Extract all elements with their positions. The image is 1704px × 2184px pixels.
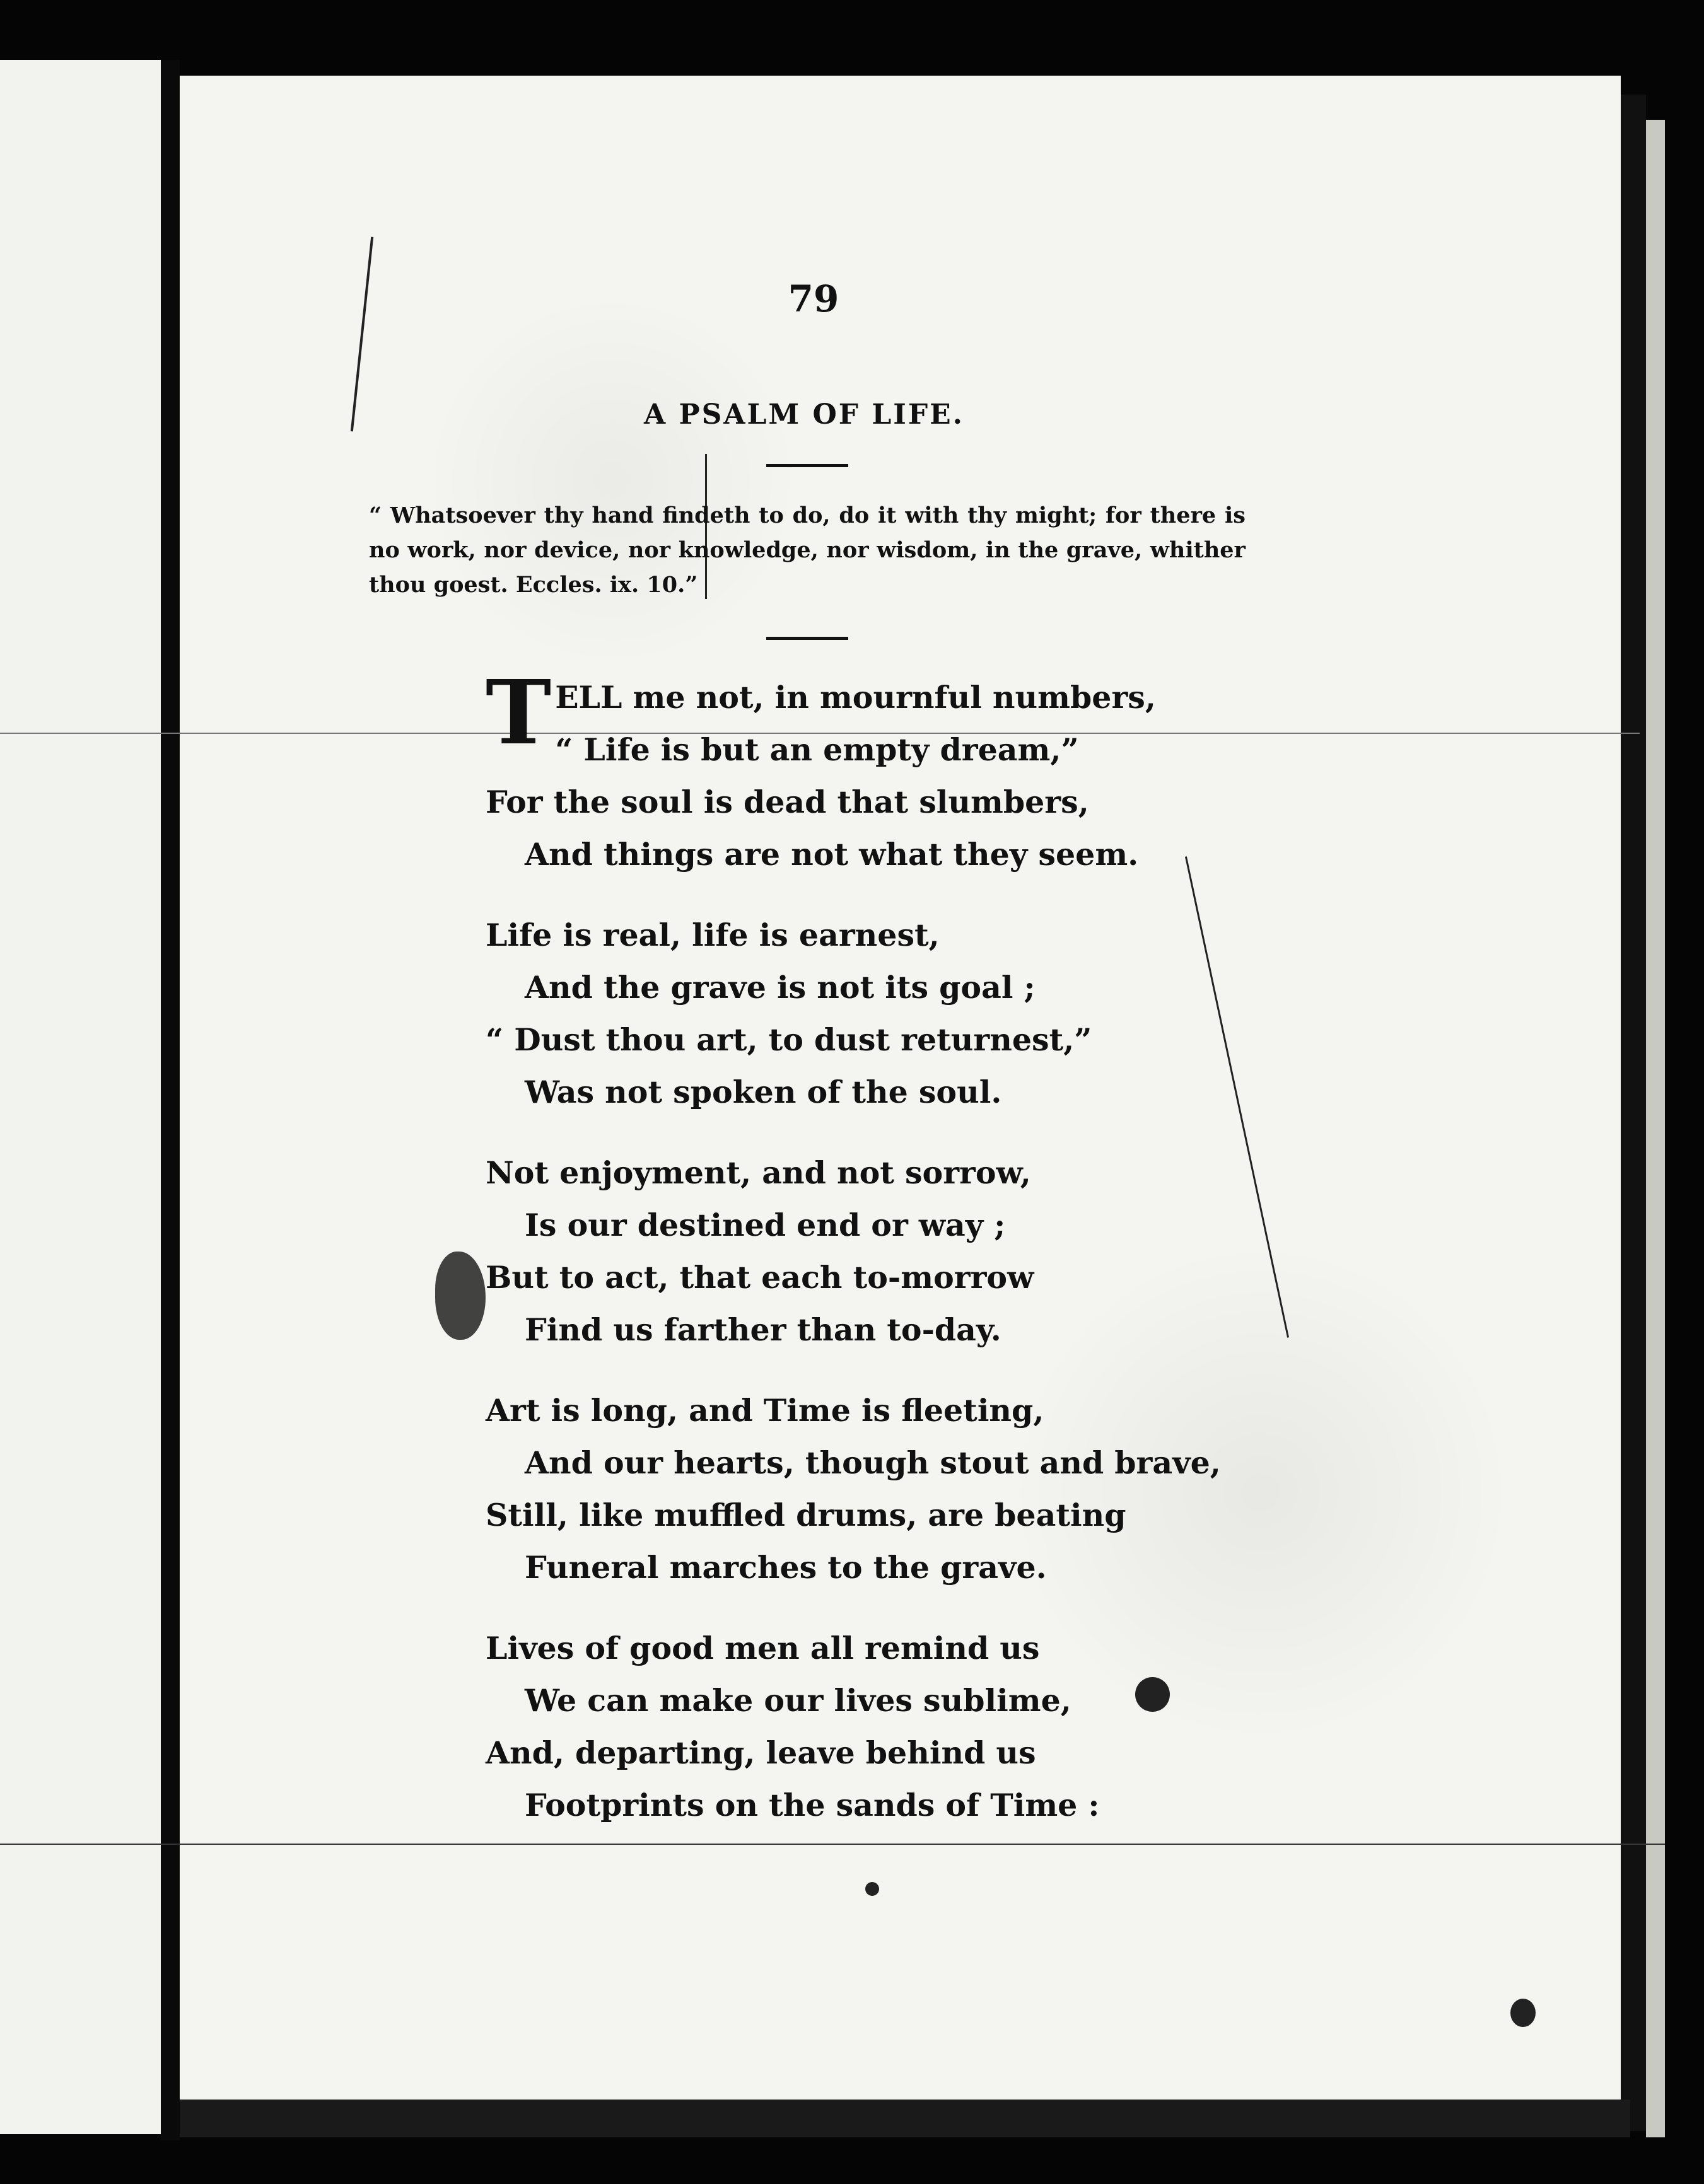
poem-line: Find us farther than to-day. [525,1311,1001,1348]
poem-line: And our hearts, though stout and brave, [525,1444,1221,1481]
poem-line: And the grave is not its goal ; [525,969,1036,1006]
epigraph: “ Whatsoever thy hand findeth to do, do it with thy might; for there is no work, nor device, nor knowledge, nor wisdom, in the grave, whither thou goest. Eccles. ix. 10.” [369,502,1246,598]
stanza [486,1147,1242,1356]
stanza [486,1385,1242,1594]
poem-line: “ Dust thou art, to dust returnest,” [486,1021,1092,1058]
poem-line: For the soul is dead that slumbers, [486,784,1089,820]
ink-speck [865,1882,879,1896]
poem-line: But to act, that each to-morrow [486,1259,1034,1296]
poem-line: Lives of good men all remind us [486,1630,1040,1666]
facing-page-edge [0,60,161,2134]
page-number: 79 [788,277,839,320]
stanza [486,1622,1242,1832]
poem-line: We can make our lives sublime, [525,1682,1071,1719]
ink-stain [435,1252,486,1340]
poem-line: Not enjoyment, and not sorrow, [486,1154,1031,1191]
ink-speck [1510,1999,1536,2027]
poem-line: Still, like muffled drums, are beating [486,1497,1126,1533]
drop-cap: T [486,661,552,765]
poem-line: Funeral marches to the grave. [525,1549,1047,1586]
page-edge-shadow [1621,95,1646,2131]
poem-line: Was not spoken of the soul. [525,1074,1002,1110]
poem-line: Footprints on the sands of Time : [525,1787,1100,1823]
stanza [486,661,1242,881]
title-rule [766,464,848,467]
poem-line: And, departing, leave behind us [486,1734,1036,1771]
page-stack-edge [1646,120,1665,2137]
poem-line: And things are not what they seem. [525,836,1139,873]
poem-line: ELL me not, in mournful numbers, [555,679,1156,716]
page-bottom-edge [180,2100,1630,2137]
epigraph-rule [766,637,848,640]
poem-body [486,661,1242,1860]
book-gutter [161,60,180,2140]
poem-line: Is our destined end or way ; [525,1207,1006,1243]
poem-title: A PSALM OF LIFE. [644,398,964,431]
poem-line: Life is real, life is earnest, [486,917,940,953]
poem-line: “ Life is but an empty dream,” [555,731,1079,768]
poem-line: Art is long, and Time is fleeting, [486,1392,1044,1429]
stanza [486,909,1242,1118]
